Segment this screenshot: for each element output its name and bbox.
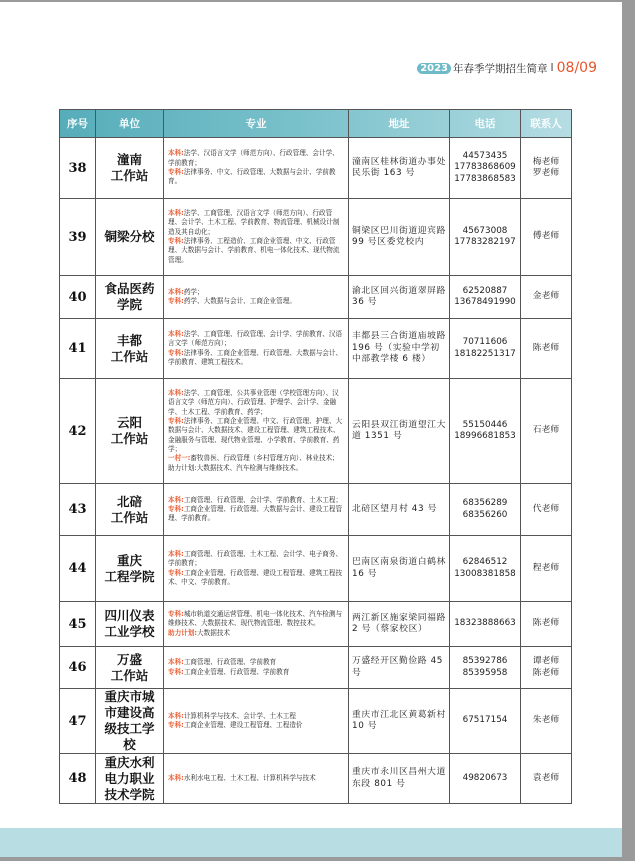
major-level-label: 专科: (168, 568, 184, 577)
unit-name (96, 602, 164, 647)
phone-number: 68356260 (462, 509, 508, 520)
address: 重庆市江北区黄葛新村 10 号 (349, 689, 450, 754)
address: 渝北区回兴街道翠屏路 36 号 (349, 276, 450, 319)
row-number: 41 (60, 319, 96, 379)
unit-name-line: 市建设高 (104, 705, 155, 720)
unit-name-line: 四川仪表 (104, 608, 155, 623)
major-level-label: 专科: (168, 348, 184, 357)
major-level-label: 本科: (168, 658, 184, 667)
major-level-label: 本科: (168, 549, 184, 558)
major-entry (168, 496, 344, 505)
phone-cell (450, 379, 521, 484)
unit-name-line: 技术学院 (104, 786, 155, 802)
majors-cell (164, 484, 349, 536)
unit-name (96, 689, 164, 754)
page-number: 08/09 (556, 60, 597, 76)
unit-name (96, 484, 164, 536)
contact-person: 金老师 (532, 291, 560, 302)
major-list: 工商管理、行政管理、学前教育 (183, 658, 277, 667)
row-number: 44 (60, 536, 96, 602)
contact-cell (521, 754, 572, 804)
header-separator: I (550, 62, 554, 74)
major-level-label: 专科: (168, 237, 184, 245)
major-level-label: 专科: (168, 168, 184, 176)
phone-number: 45673008 (462, 225, 508, 236)
major-list: 药学、大数据与会计、工商企业管理。 (183, 297, 296, 305)
major-entry (168, 149, 344, 168)
col-header-contact: 联系人 (521, 110, 572, 138)
address: 丰都县三合街道庙坡路 196 号（实验中学初中部教学楼 6 楼） (349, 319, 450, 379)
major-list: 工商管理、行政管理、土木工程、会计学、电子商务、学前教育； (168, 549, 343, 568)
phone-number: 13008381858 (454, 568, 516, 579)
majors-cell (164, 689, 349, 754)
phone-cell (450, 689, 521, 754)
contact-cell (521, 276, 572, 319)
unit-name-line: 丰都 (116, 332, 142, 348)
contact-person: 陈老师 (532, 342, 560, 353)
unit-name-line: 校 (123, 737, 136, 752)
major-entry (168, 454, 344, 463)
table-row (60, 602, 572, 647)
unit-name-line: 重庆 (116, 552, 142, 568)
phone-number: 85395958 (462, 667, 508, 678)
phone-cell (450, 276, 521, 319)
phone-cell (450, 602, 521, 647)
major-entry (168, 658, 344, 667)
major-entry (168, 237, 344, 265)
phone-number: 70711606 (462, 337, 508, 347)
major-list: 工商企业管理、行政管理、建设工程管理、建筑工程技术、中文、学前教育。 (168, 568, 343, 586)
address: 北碚区望月村 43 号 (349, 484, 450, 536)
major-list: 工商企业管理、行政管理、学前教育 (183, 667, 290, 676)
major-entry (168, 629, 344, 638)
major-entry (168, 168, 344, 187)
major-list: 工商企业管理、行政管理、大数据与会计、建设工程管理、学前教育。 (168, 504, 343, 523)
major-entry (168, 505, 344, 524)
phone-number: 62846512 (462, 557, 508, 567)
contact-person: 梅老师 (532, 156, 560, 167)
contact-person: 谭老师 (532, 656, 560, 666)
contact-person: 罗老师 (532, 168, 560, 178)
address: 两江新区施家梁同福路 2 号（蔡家校区） (349, 602, 450, 647)
phone-number: 17783282197 (454, 237, 516, 247)
major-entry (168, 712, 344, 721)
unit-name-line: 工作站 (110, 431, 149, 446)
contact-cell (521, 689, 572, 754)
major-level-label: 本科: (168, 209, 184, 218)
majors-cell (164, 379, 349, 484)
unit-name-line: 工作站 (110, 348, 149, 364)
major-list: 法律事务、工程造价、工商企业管理、中文、行政管理、大数据与会计、学前教育、机电一体化技术、现代物流管理。 (168, 237, 340, 264)
col-header-major: 专业 (164, 110, 349, 138)
major-list: 药学； (183, 287, 204, 296)
unit-name-line: 重庆水利 (104, 754, 155, 770)
table-row (60, 754, 572, 804)
major-entry (168, 389, 344, 417)
unit-name-line: 工业学校 (104, 624, 155, 639)
major-list: 法学、工商管理、行政管理、会计学、学前教育、汉语言文学（师范方向）； (168, 329, 343, 348)
unit-name (96, 276, 164, 319)
major-level-label: 助力计划: (168, 463, 197, 472)
major-list: 畜牧兽医、行政管理（乡村管理方向）、林业技术； (190, 454, 339, 463)
contact-cell (521, 379, 572, 484)
major-entry (168, 417, 344, 454)
phone-cell (450, 199, 521, 276)
row-number: 38 (60, 138, 96, 199)
phone-cell (450, 754, 521, 804)
unit-name-line: 工作站 (110, 168, 149, 183)
table-row (60, 379, 572, 484)
row-number: 39 (60, 199, 96, 276)
majors-cell (164, 754, 349, 804)
contact-cell (521, 602, 572, 647)
major-list: 法学、汉语言文学（师范方向）、行政管理、会计学、学前教育； (168, 149, 339, 167)
major-level-label: 本科: (168, 287, 184, 296)
phone-cell (450, 319, 521, 379)
phone-number: 85392786 (462, 656, 508, 666)
major-entry (168, 297, 344, 306)
major-entry (168, 569, 344, 588)
contact-cell (521, 647, 572, 689)
row-number: 45 (60, 602, 96, 647)
major-level-label: 本科: (168, 495, 184, 504)
contact-person: 石老师 (532, 425, 560, 436)
contact-cell (521, 484, 572, 536)
contact-person: 代老师 (532, 503, 560, 514)
table-header-row (60, 110, 572, 138)
unit-name (96, 536, 164, 602)
unit-name (96, 754, 164, 804)
unit-name-line: 重庆市城 (104, 689, 155, 704)
major-list: 城市轨道交通运营管理、机电一体化技术、汽车检测与维修技术、大数据技术、现代物流管理、数控技术。 (168, 610, 343, 628)
major-entry (168, 464, 344, 473)
phone-number: 68356289 (462, 498, 508, 508)
unit-name-line: 云阳 (116, 415, 142, 430)
row-number: 47 (60, 689, 96, 754)
majors-cell (164, 602, 349, 647)
address: 云阳县双江街道望江大道 1351 号 (349, 379, 450, 484)
phone-number: 18182251317 (454, 348, 516, 359)
table-row (60, 689, 572, 754)
table-row (60, 138, 572, 199)
majors-cell (164, 647, 349, 689)
unit-name-line: 万盛 (116, 651, 142, 667)
phone-number: 44573435 (462, 150, 508, 161)
phone-cell (450, 536, 521, 602)
major-level-label: 专科: (168, 297, 184, 305)
major-level-label: 本科: (168, 149, 184, 158)
unit-name-line: 食品医药 (104, 281, 155, 296)
major-entry (168, 330, 344, 349)
table-row (60, 647, 572, 689)
major-list: 法律事务、工商企业管理、中文、行政管理、护理、大数据与会计、大数据技术、建设工程管理、建筑工程技术、金融服务与管理、现代物业管理、小学教育、学前教育、药学； (168, 417, 343, 453)
major-entry (168, 668, 344, 677)
row-number: 42 (60, 379, 96, 484)
major-entry (168, 209, 344, 237)
contact-cell (521, 199, 572, 276)
contact-person: 傅老师 (532, 231, 560, 242)
contact-cell (521, 319, 572, 379)
major-level-label: 本科: (168, 329, 184, 338)
major-level-label: 专科: (168, 610, 184, 619)
major-level-label: 专科: (168, 721, 184, 729)
unit-name (96, 319, 164, 379)
majors-cell (164, 536, 349, 602)
major-entry (168, 774, 344, 783)
table-row (60, 484, 572, 536)
majors-cell (164, 276, 349, 319)
major-level-label: 专科: (168, 417, 184, 426)
phone-number: 18323888663 (454, 618, 516, 629)
unit-name-line: 铜梁分校 (104, 229, 155, 244)
document-page (0, 2, 622, 857)
major-level-label: 专科: (168, 667, 184, 676)
unit-name (96, 199, 164, 276)
major-level-label: 助力计划: (168, 628, 198, 637)
unit-name-line: 工作站 (110, 509, 149, 525)
contact-person: 陈老师 (532, 667, 560, 678)
phone-number: 17783868583 (454, 173, 516, 184)
phone-number: 55150446 (462, 419, 508, 430)
majors-cell (164, 319, 349, 379)
major-list: 大数据技术、汽车检测与维修技术。 (196, 463, 303, 472)
major-list: 工商管理、行政管理、会计学、学前教育、土木工程； (183, 495, 343, 504)
major-list: 法学、工商管理、公共事业管理（学校管理方向）、汉语言文学（师范方向）、行政管理、护理学、会计学、金融学、土木工程、学前教育、药学； (168, 389, 339, 416)
major-entry (168, 610, 344, 629)
enrollment-table (59, 109, 572, 804)
major-list: 法律事务、中文、行政管理、大数据与会计、学前教育。 (168, 168, 336, 186)
row-number: 40 (60, 276, 96, 319)
unit-name (96, 138, 164, 199)
table-row (60, 536, 572, 602)
major-entry (168, 550, 344, 569)
row-number: 46 (60, 647, 96, 689)
contact-person: 程老师 (532, 562, 560, 573)
contact-cell (521, 536, 572, 602)
row-number: 43 (60, 484, 96, 536)
major-list: 水利水电工程、土木工程、计算机科学与技术 (183, 773, 316, 782)
contact-person: 朱老师 (532, 715, 560, 726)
major-list: 法律事务、工商企业管理、行政管理、大数据与会计、学前教育、建筑工程技术。 (168, 348, 343, 366)
unit-name-line: 潼南 (116, 152, 142, 167)
major-level-label: 专科: (168, 504, 184, 513)
unit-name (96, 647, 164, 689)
majors-cell (164, 138, 349, 199)
major-list: 计算机科学与技术、会计学、土木工程 (183, 711, 296, 720)
phone-number: 13678491990 (454, 297, 516, 307)
major-list: 法学、工商管理、汉语言文学（师范方向）、行政管理、会计学、土木工程、学前教育、物流管理、机械设计制造及其自动化； (168, 209, 340, 236)
row-number: 48 (60, 754, 96, 804)
contact-person: 袁老师 (532, 772, 560, 783)
major-level-label: 本科: (168, 711, 184, 720)
address: 重庆市永川区昌州大道东段 801 号 (349, 754, 450, 804)
major-level-label: 本科: (168, 773, 184, 782)
unit-name (96, 379, 164, 484)
major-entry (168, 349, 344, 368)
address: 潼南区桂林街道办事处民乐街 163 号 (349, 138, 450, 199)
major-list: 大数据技术 (197, 628, 230, 637)
table-row (60, 319, 572, 379)
col-header-address: 地址 (349, 110, 450, 138)
address: 巴南区南泉街道白鹤林 16 号 (349, 536, 450, 602)
address: 万盛经开区勤俭路 45 号 (349, 647, 450, 689)
page-header (417, 60, 597, 76)
unit-name-line: 工程学院 (104, 568, 155, 584)
majors-cell (164, 199, 349, 276)
unit-name-line: 北碚 (116, 493, 142, 509)
contact-cell (521, 138, 572, 199)
unit-name-line: 级技工学 (104, 721, 155, 736)
major-list: 工商企业管理、建设工程管理、工程造价 (183, 721, 303, 729)
table-row (60, 199, 572, 276)
phone-number: 62520887 (462, 285, 508, 296)
year-badge: 2023 (417, 63, 451, 74)
unit-name-line: 电力职业 (104, 770, 155, 786)
phone-number: 17783868609 (454, 162, 516, 173)
table-row (60, 276, 572, 319)
address: 铜梁区巴川街道迎宾路 99 号区委党校内 (349, 199, 450, 276)
major-level-label: 本科: (168, 389, 184, 398)
major-entry (168, 288, 344, 297)
unit-name-line: 工作站 (110, 667, 149, 683)
phone-cell (450, 138, 521, 199)
phone-number: 49820673 (462, 772, 508, 783)
major-entry (168, 721, 344, 730)
unit-name-line: 学院 (116, 297, 142, 312)
phone-number: 18996681853 (454, 431, 516, 441)
col-header-unit: 单位 (96, 110, 164, 138)
phone-cell (450, 484, 521, 536)
contact-person: 陈老师 (532, 618, 560, 629)
brochure-title: 年春季学期招生简章 (453, 62, 548, 75)
phone-cell (450, 647, 521, 689)
col-header-phone: 电话 (450, 110, 521, 138)
col-header-no: 序号 (60, 110, 96, 138)
footer-band (0, 828, 622, 857)
major-level-label: 一村一: (168, 454, 191, 463)
phone-number: 67517154 (462, 715, 508, 726)
